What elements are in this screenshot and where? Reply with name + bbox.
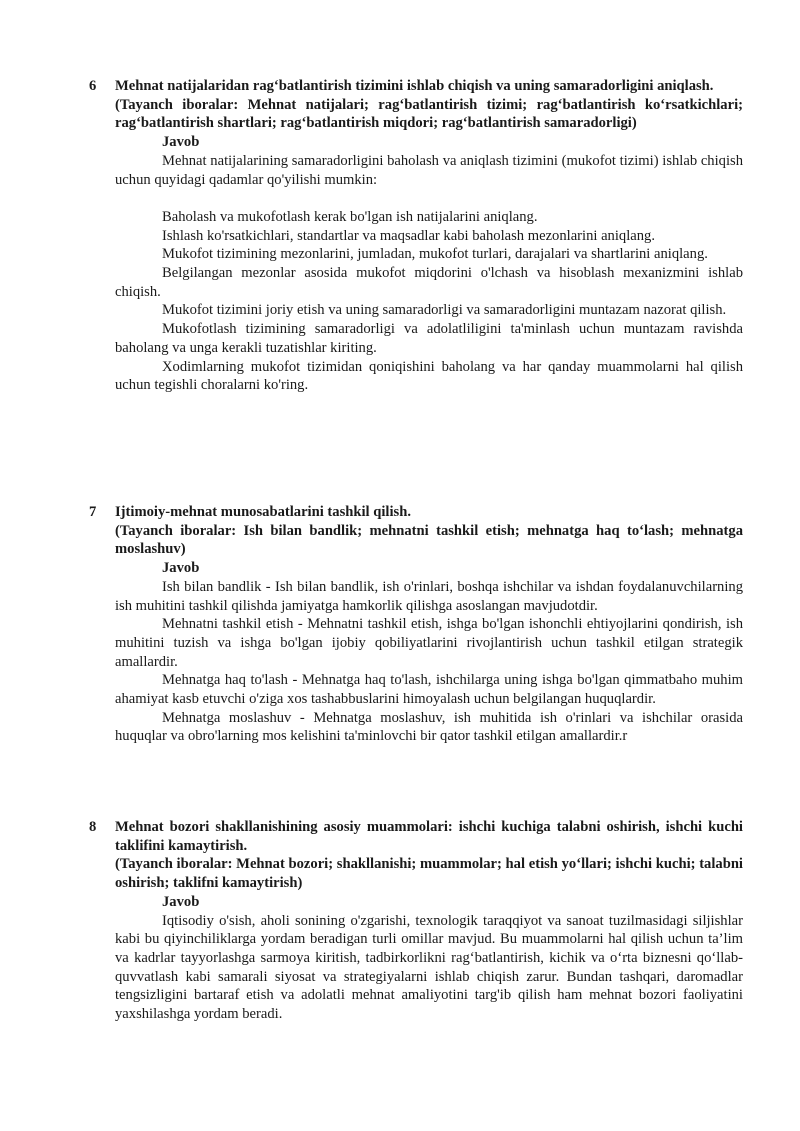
question-keywords: (Tayanch iboralar: Ish bilan bandlik; mehnatni tashkil etish; mehnatga haq to‘lash; mehnatga moslashuv) [115,522,743,558]
answer-label: Javob [162,134,200,151]
answer-paragraph: Iqtisodiy o'sish, aholi sonining o'zgarishi, texnologik taraqqiyot va sanoat tuzilmasidagi siljishlar kabi bu qiyinchiliklarga yordam beradigan turli omillar mavjud. Bu muammolarni hal qilish uchun ta’lim va kadrlar tayyorlashga sarmoya kiritish, tadbirkorlikni rag‘batlantirish, kichik va o‘rta biznesni qo‘llab-quvvatlash kabi samarali siyosat va strategiyalarni ishlab chiqish zarur. Bundan tashqari, daromadlar tengsizligini bartaraf etish va adolatli mehnat amaliyotini targ'ib qilish ham mehnat bozori faoliyatini yaxshilashga yordam beradi. [115,912,743,1023]
answer-label: Javob [162,560,200,577]
answer-paragraph: Mehnatni tashkil etish - Mehnatni tashkil etish, ishga bo'lgan ishonchli ehtiyojlarini qondirish, ish muhitini tuzish va ishga bo'lgan ijobiy qobiliyatlarini rivojlantirish uchun tashkil etilgan strategik amallardir. [115,616,743,670]
answer-step: Baholash va mukofotlash kerak bo'lgan ish natijalarini aniqlang. [162,208,538,225]
answer-step: Mukofot tizimining mezonlarini, jumladan, mukofot turlari, darajalari va shartlarini aniqlang. [162,246,708,263]
question-number: 8 [89,819,97,835]
answer-label: Javob [162,893,200,910]
question-title: Ijtimoiy-mehnat munosabatlarini tashkil qilish. [115,504,411,520]
answer-step: Xodimlarning mukofot tizimidan qoniqishini baholang va har qanday muammolarni hal qilish uchun tegishli choralarni ko'ring. [115,358,743,394]
question-number: 7 [89,504,97,520]
question-section-8 [89,818,743,1024]
question-title: Mehnat bozori shakllanishining asosiy muammolari: ishchi kuchiga talabni oshirish, ishchi kuchi taklifini kamaytirish. [115,819,743,854]
answer-paragraph: Mehnatga haq to'lash - Mehnatga haq to'lash, ishchilarga uning ishga bo'lgan qimmatbaho muhim ahamiyat kasb etuvchi o'ziga xos tashabbuslarini himoyalash uchun belgilangan huquqlardir. [115,672,743,708]
answer-step: Mukofotlash tizimining samaradorligi va adolatliligini ta'minlash uchun muntazam ravishda baholang va unga kerakli tuzatishlar kiriting. [115,321,743,356]
question-title: Mehnat natijalaridan rag‘batlantirish tizimini ishlab chiqish va uning samaradorligini aniqlash. [115,78,714,94]
answer-step: Mukofot tizimini joriy etish va uning samaradorligi va samaradorligini muntazam nazorat qilish. [162,302,727,319]
answer-paragraph: Ish bilan bandlik - Ish bilan bandlik, ish o'rinlari, boshqa ishchilar va ishdan foydalanuvchilarning ish muhitini tashkil qilishda jamiyatga hamkorlik qilishga asoslangan mavjudotdir. [115,578,743,614]
answer-paragraph: Mehnatga moslashuv - Mehnatga moslashuv, ish muhitida ish o'rinlari va ishchilar orasida huquqlar va obro'larning mos kelishini ta'minlovchi bir qator tashkil etilgan amallardir.r [115,709,743,745]
question-section-6 [89,77,743,395]
question-number: 6 [89,78,97,94]
answer-paragraph: Mehnat natijalarining samaradorligini baholash va aniqlash tizimini (mukofot tizimi) ishlab chiqish uchun quyidagi qadamlar qo'yilishi mumkin: [115,152,743,188]
answer-step: Belgilangan mezonlar asosida mukofot miqdorini o'lchash va hisoblash mexanizmini ishlab chiqish. [115,265,743,300]
question-keywords: (Tayanch iboralar: Mehnat natijalari; rag‘batlantirish tizimi; rag‘batlantirish ko‘rsatkichlari; rag‘batlantirish shartlari; rag‘batlantirish miqdori; rag‘batlantirish samaradorligi) [115,96,743,132]
answer-step: Ishlash ko'rsatkichlari, standartlar va maqsadlar kabi baholash mezonlarini aniqlang. [162,227,655,244]
question-keywords: (Tayanch iboralar: Mehnat bozori; shakllanishi; muammolar; hal etish yo‘llari; ishchi kuchi; talabni oshirish; taklifni kamaytirish) [115,856,743,892]
question-section-7 [89,503,743,746]
